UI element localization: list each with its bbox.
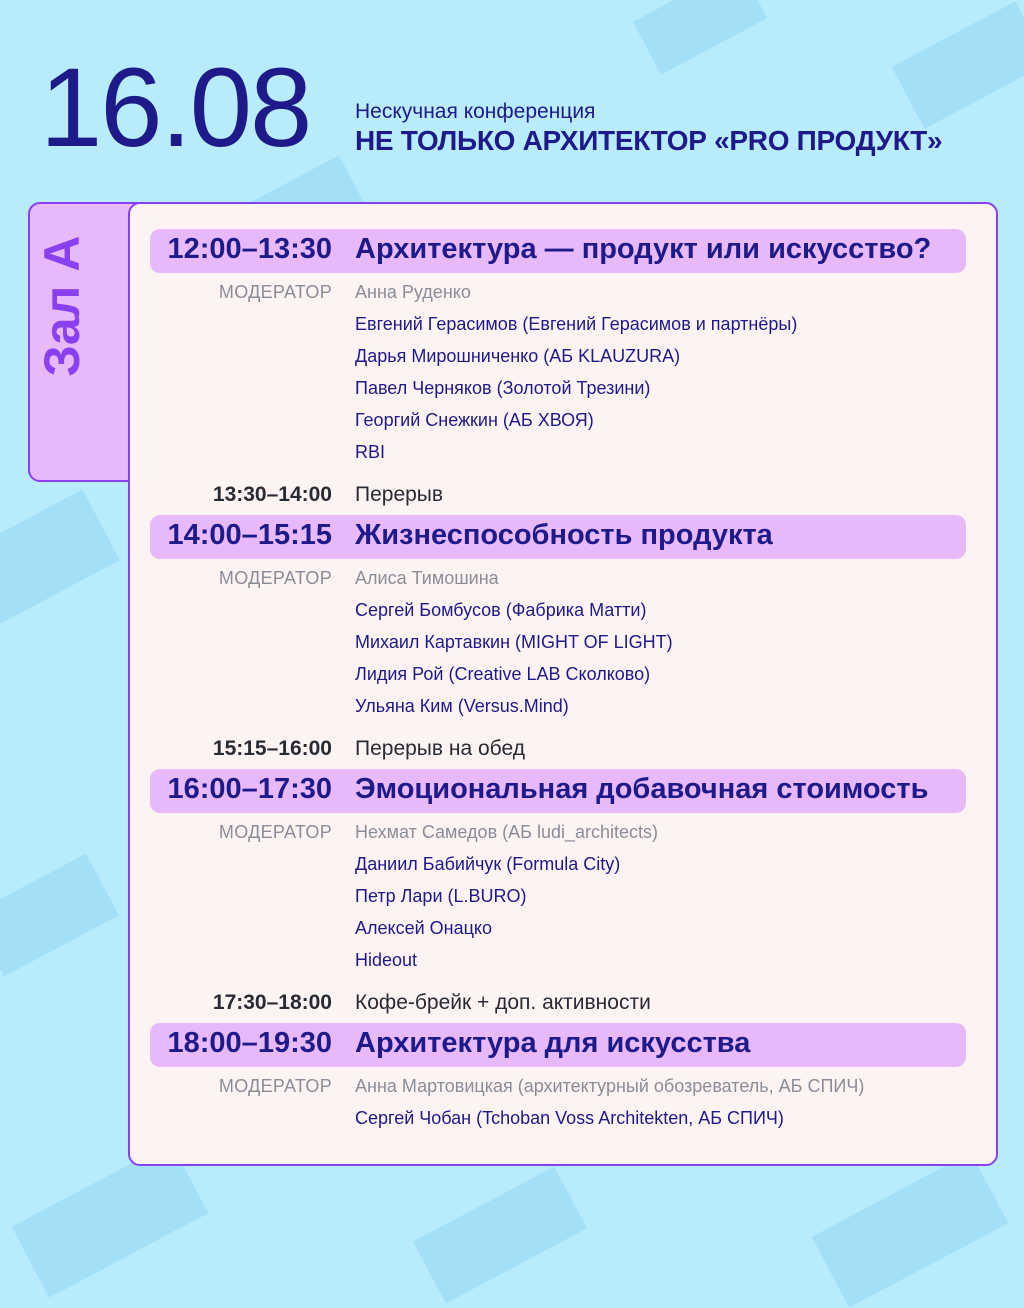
background-shape	[0, 489, 120, 630]
speaker-name: Сергей Чобан (Tchoban Voss Architekten, АБ СПИЧ)	[355, 1108, 784, 1128]
moderator-name: Анна Мартовицкая (архитектурный обозреватель, АБ СПИЧ)	[355, 1076, 865, 1096]
moderator-name: Анна Руденко	[355, 282, 471, 302]
session-title: Архитектура для искусства	[355, 1027, 751, 1059]
speaker-name: Лидия Рой (Creative LAB Сколково)	[355, 664, 651, 684]
conference-name: НЕ ТОЛЬКО АРХИТЕКТОР «PRO ПРОДУКТ»	[355, 125, 943, 156]
session-title: Эмоциональная добавочная стоимость	[355, 773, 929, 805]
speaker-name: Ульяна Ким (Versus.Mind)	[355, 696, 569, 716]
break-label: Перерыв на обед	[355, 737, 525, 760]
session-time: 16:00–17:30	[167, 773, 332, 805]
break-time: 15:15–16:00	[212, 737, 332, 760]
event-date: 16.08	[40, 45, 311, 170]
moderator-name: Алиса Тимошина	[355, 568, 499, 588]
background-shape	[812, 1152, 1008, 1307]
speaker-name: RBI	[355, 442, 386, 462]
moderator-name: Нехмат Самедов (АБ ludi_architects)	[355, 822, 658, 842]
moderator-label: МОДЕРАТОР	[218, 568, 332, 588]
session-time: 14:00–15:15	[167, 519, 332, 551]
speaker-name: Даниил Бабийчук (Formula City)	[355, 854, 621, 874]
break-label: Перерыв	[355, 483, 444, 506]
break-time: 17:30–18:00	[212, 991, 332, 1014]
session-title: Жизнеспособность продукта	[355, 519, 773, 551]
speaker-name: Михаил Картавкин (MIGHT OF LIGHT)	[355, 632, 673, 652]
speaker-name: Алексей Онацко	[355, 918, 493, 938]
moderator-label: МОДЕРАТОР	[218, 282, 332, 302]
background-shape	[633, 0, 767, 75]
speaker-name: Дарья Мирошниченко (АБ KLAUZURA)	[355, 346, 681, 366]
break-label: Кофе-брейк + доп. активности	[355, 991, 651, 1014]
speaker-name: Hideout	[355, 950, 418, 970]
session-title: Архитектура — продукт или искусство?	[355, 233, 932, 265]
moderator-label: МОДЕРАТОР	[218, 822, 332, 842]
speaker-name: Сергей Бомбусов (Фабрика Матти)	[355, 600, 647, 620]
background-shape	[0, 854, 119, 977]
background-shape	[413, 1167, 587, 1304]
speaker-name: Георгий Снежкин (АБ ХВОЯ)	[355, 410, 594, 430]
speaker-name: Павел Черняков (Золотой Трезини)	[355, 378, 651, 398]
break-time: 13:30–14:00	[212, 483, 332, 506]
moderator-label: МОДЕРАТОР	[218, 1076, 332, 1096]
speaker-name: Евгений Герасимов (Евгений Герасимов и партнёры)	[355, 314, 798, 334]
session-time: 18:00–19:30	[167, 1027, 332, 1059]
session-time: 12:00–13:30	[167, 233, 332, 265]
conference-subtitle: Нескучная конференция	[355, 100, 596, 123]
hall-label: Зал А	[34, 235, 90, 377]
conference-header	[355, 100, 942, 158]
speaker-name: Петр Лари (L.BURO)	[355, 886, 527, 906]
